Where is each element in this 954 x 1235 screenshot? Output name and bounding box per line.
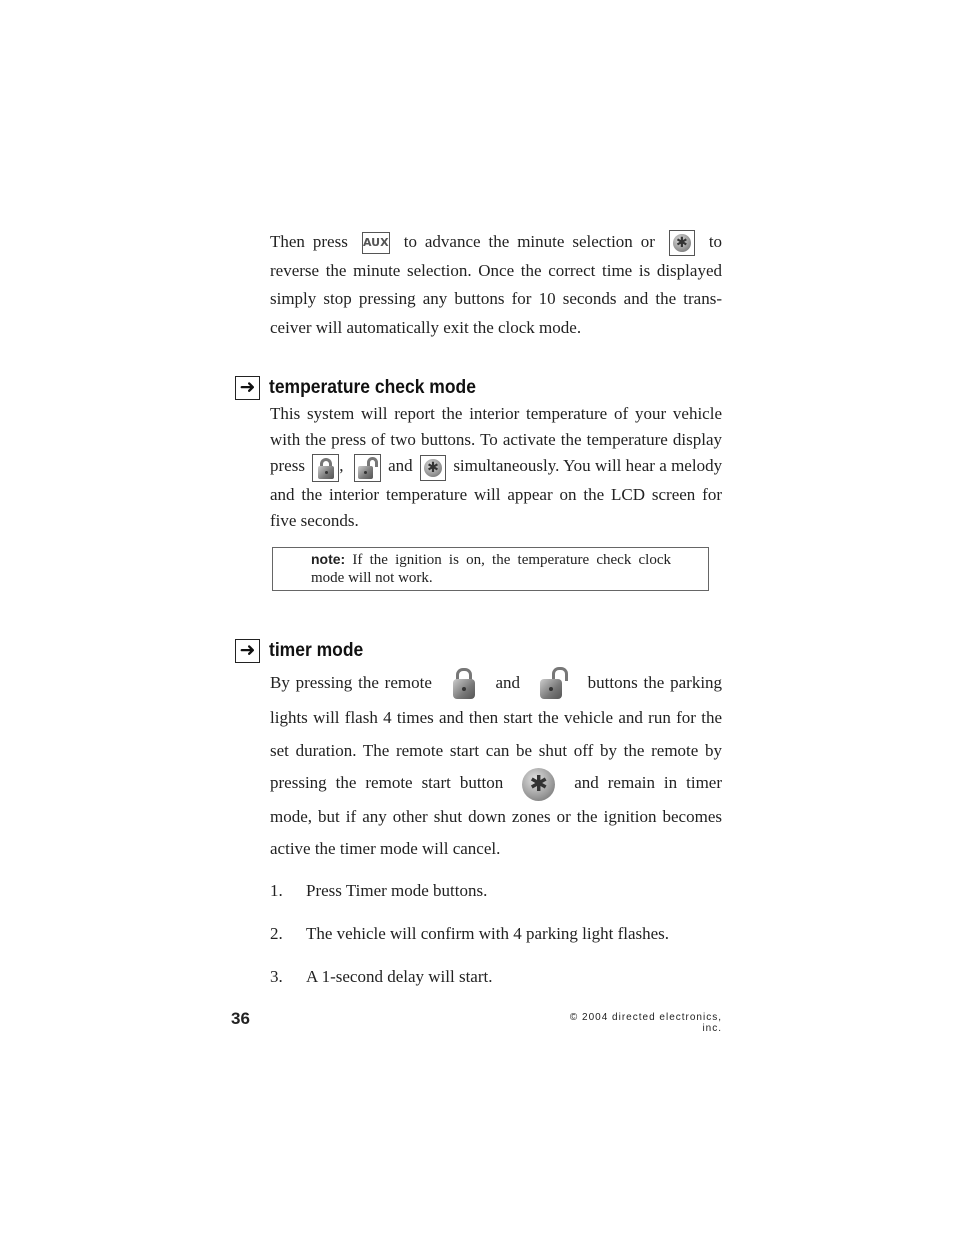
temperature-paragraph	[270, 401, 722, 534]
arrow-icon: ➜	[235, 376, 260, 400]
temperature-comma: ,	[339, 456, 344, 476]
note-content	[311, 550, 671, 587]
list-item-text: The vehicle will confirm with 4 parking light flashes.	[306, 924, 670, 943]
list-item	[270, 924, 669, 944]
lock-icon	[450, 666, 478, 702]
timer-heading	[235, 638, 371, 664]
list-item-number: 1.	[270, 881, 283, 900]
aux-button-icon: AUX	[362, 232, 390, 254]
intro-section	[270, 228, 722, 342]
intro-text-1: Then press	[270, 232, 348, 251]
unlock-button-icon	[354, 454, 381, 482]
star-button-icon: ✱	[669, 230, 695, 256]
timer-paragraph	[270, 666, 722, 866]
timer-text-2: buttons the parking lights will flash 4 times and then start the vehicle and run for the set duration. The remote start can be shut off by the remote by pressing the remote start button	[270, 672, 723, 792]
list-item	[270, 881, 487, 901]
lock-button-icon	[312, 454, 339, 482]
temperature-and: and	[388, 456, 413, 476]
list-item-text: A 1-second delay will start.	[306, 967, 493, 986]
timer-text-3: and remain in timer mode, but if any other shut down zones or the ignition becomes active the timer mode will cancel.	[270, 773, 723, 859]
star-button-icon: ✱	[420, 455, 446, 481]
copyright-notice: © 2004 directed electronics, inc.	[569, 1012, 722, 1034]
remote-start-star-icon: ✱	[522, 768, 555, 801]
list-item-number: 2.	[270, 924, 283, 943]
intro-paragraph	[270, 228, 722, 342]
timer-section	[270, 666, 722, 866]
timer-heading-text: timer mode	[269, 640, 364, 661]
temperature-text-2: simultaneously. You will hear a melody and the interior temperature will appear on the LCD screen for five seconds.	[270, 456, 723, 530]
note-text: If the ignition is on, the temperature check clock mode will not work.	[311, 552, 671, 586]
temperature-text-1: This system will report the interior temperature of your vehicle with the press of two buttons. To activate the temperature display press	[270, 404, 722, 476]
list-item-text: Press Timer mode buttons.	[306, 881, 488, 900]
list-item-number: 3.	[270, 967, 283, 986]
temperature-heading-text: temperature check mode	[269, 377, 476, 398]
temperature-section	[270, 401, 722, 534]
arrow-icon: ➜	[235, 639, 260, 663]
timer-and: and	[495, 672, 521, 692]
note-box	[272, 547, 709, 591]
timer-text-1: By pressing the remote	[270, 672, 432, 692]
list-item	[270, 967, 493, 987]
intro-text-2: to advance the minute selection or	[403, 232, 655, 251]
unlock-icon	[538, 666, 570, 702]
note-label: note:	[311, 551, 346, 567]
temperature-heading	[235, 375, 494, 401]
intro-text-3: to reverse the minute selection. Once the correct time is displayed simply stop pressing any buttons for 10 seconds and the trans-ceiver will automatically exit the clock mode.	[270, 232, 723, 337]
page-number: 36	[231, 1009, 250, 1028]
